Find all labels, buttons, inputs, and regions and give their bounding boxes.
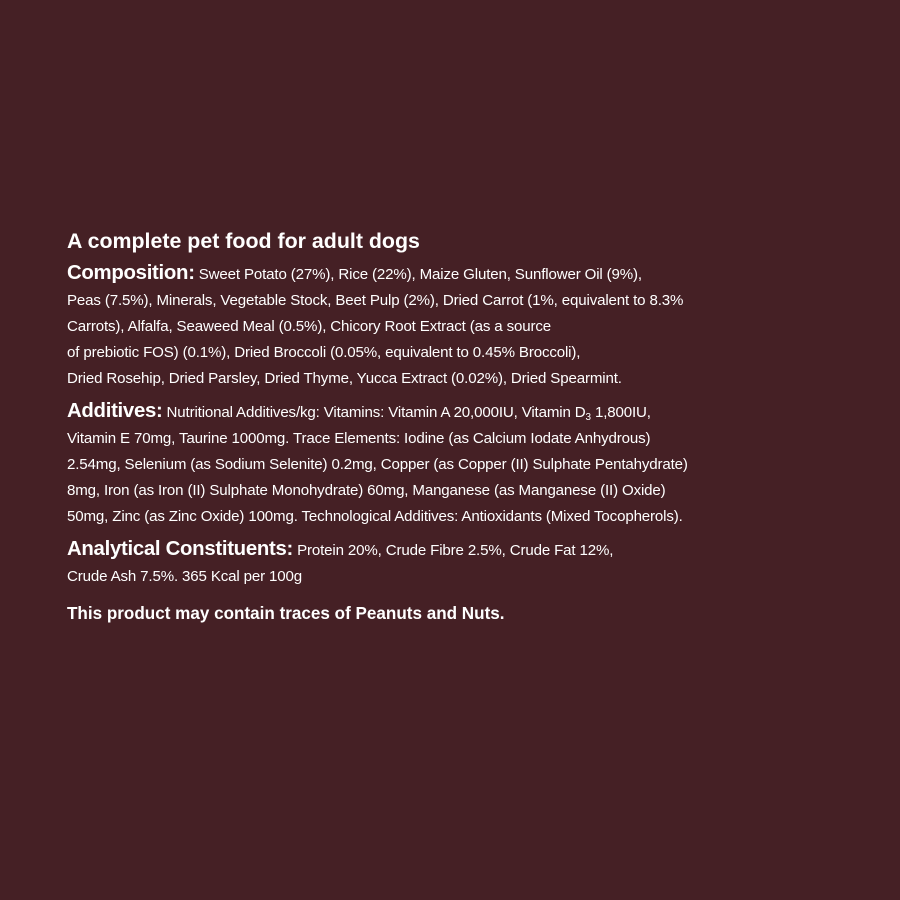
composition-heading: Composition:	[67, 261, 195, 284]
additives-line: 2.54mg, Selenium (as Sodium Selenite) 0.2mg, Copper (as Copper (II) Sulphate Pentahydrate)	[67, 456, 688, 473]
composition-line: Carrots), Alfalfa, Seaweed Meal (0.5%), Chicory Root Extract (as a source	[67, 318, 551, 335]
analytical-text: Protein 20%, Crude Fibre 2.5%, Crude Fat 12%,	[293, 542, 614, 559]
additives-line: Vitamin E 70mg, Taurine 1000mg. Trace Elements: Iodine (as Calcium Iodate Anhydrous)	[67, 430, 651, 447]
additives-line	[67, 398, 852, 426]
product-description: A complete pet food for adult dogs	[67, 229, 420, 253]
composition-line: Peas (7.5%), Minerals, Vegetable Stock, Beet Pulp (2%), Dried Carrot (1%, equivalent to 8.3%	[67, 292, 684, 309]
additives-text: 1,800IU,	[590, 404, 651, 421]
analytical-heading: Analytical Constituents:	[67, 537, 294, 560]
analytical-line	[67, 536, 852, 564]
vitamin-d-subscript: 3	[585, 412, 591, 423]
composition-line: Dried Rosehip, Dried Parsley, Dried Thyme, Yucca Extract (0.02%), Dried Spearmint.	[67, 370, 622, 387]
composition-text: Sweet Potato (27%), Rice (22%), Maize Gluten, Sunflower Oil (9%),	[194, 266, 642, 283]
analytical-line: Crude Ash 7.5%. 365 Kcal per 100g	[67, 568, 303, 585]
additives-text: Nutritional Additives/kg: Vitamins: Vitamin A 20,000IU, Vitamin D	[162, 404, 586, 421]
allergen-warning: This product may contain traces of Peanuts and Nuts.	[67, 603, 505, 623]
additives-section	[67, 398, 857, 530]
pet-food-label	[67, 226, 857, 628]
additives-line: 8mg, Iron (as Iron (II) Sulphate Monohydrate) 60mg, Manganese (as Manganese (II) Oxide)	[67, 482, 666, 499]
additives-heading: Additives:	[67, 399, 163, 422]
composition-line	[67, 260, 852, 288]
composition-line: of prebiotic FOS) (0.1%), Dried Broccoli (0.05%, equivalent to 0.45% Broccoli),	[67, 344, 581, 361]
additives-line: 50mg, Zinc (as Zinc Oxide) 100mg. Technological Additives: Antioxidants (Mixed Tocopherols).	[67, 508, 683, 525]
analytical-constituents-section	[67, 536, 857, 590]
composition-section	[67, 260, 857, 392]
